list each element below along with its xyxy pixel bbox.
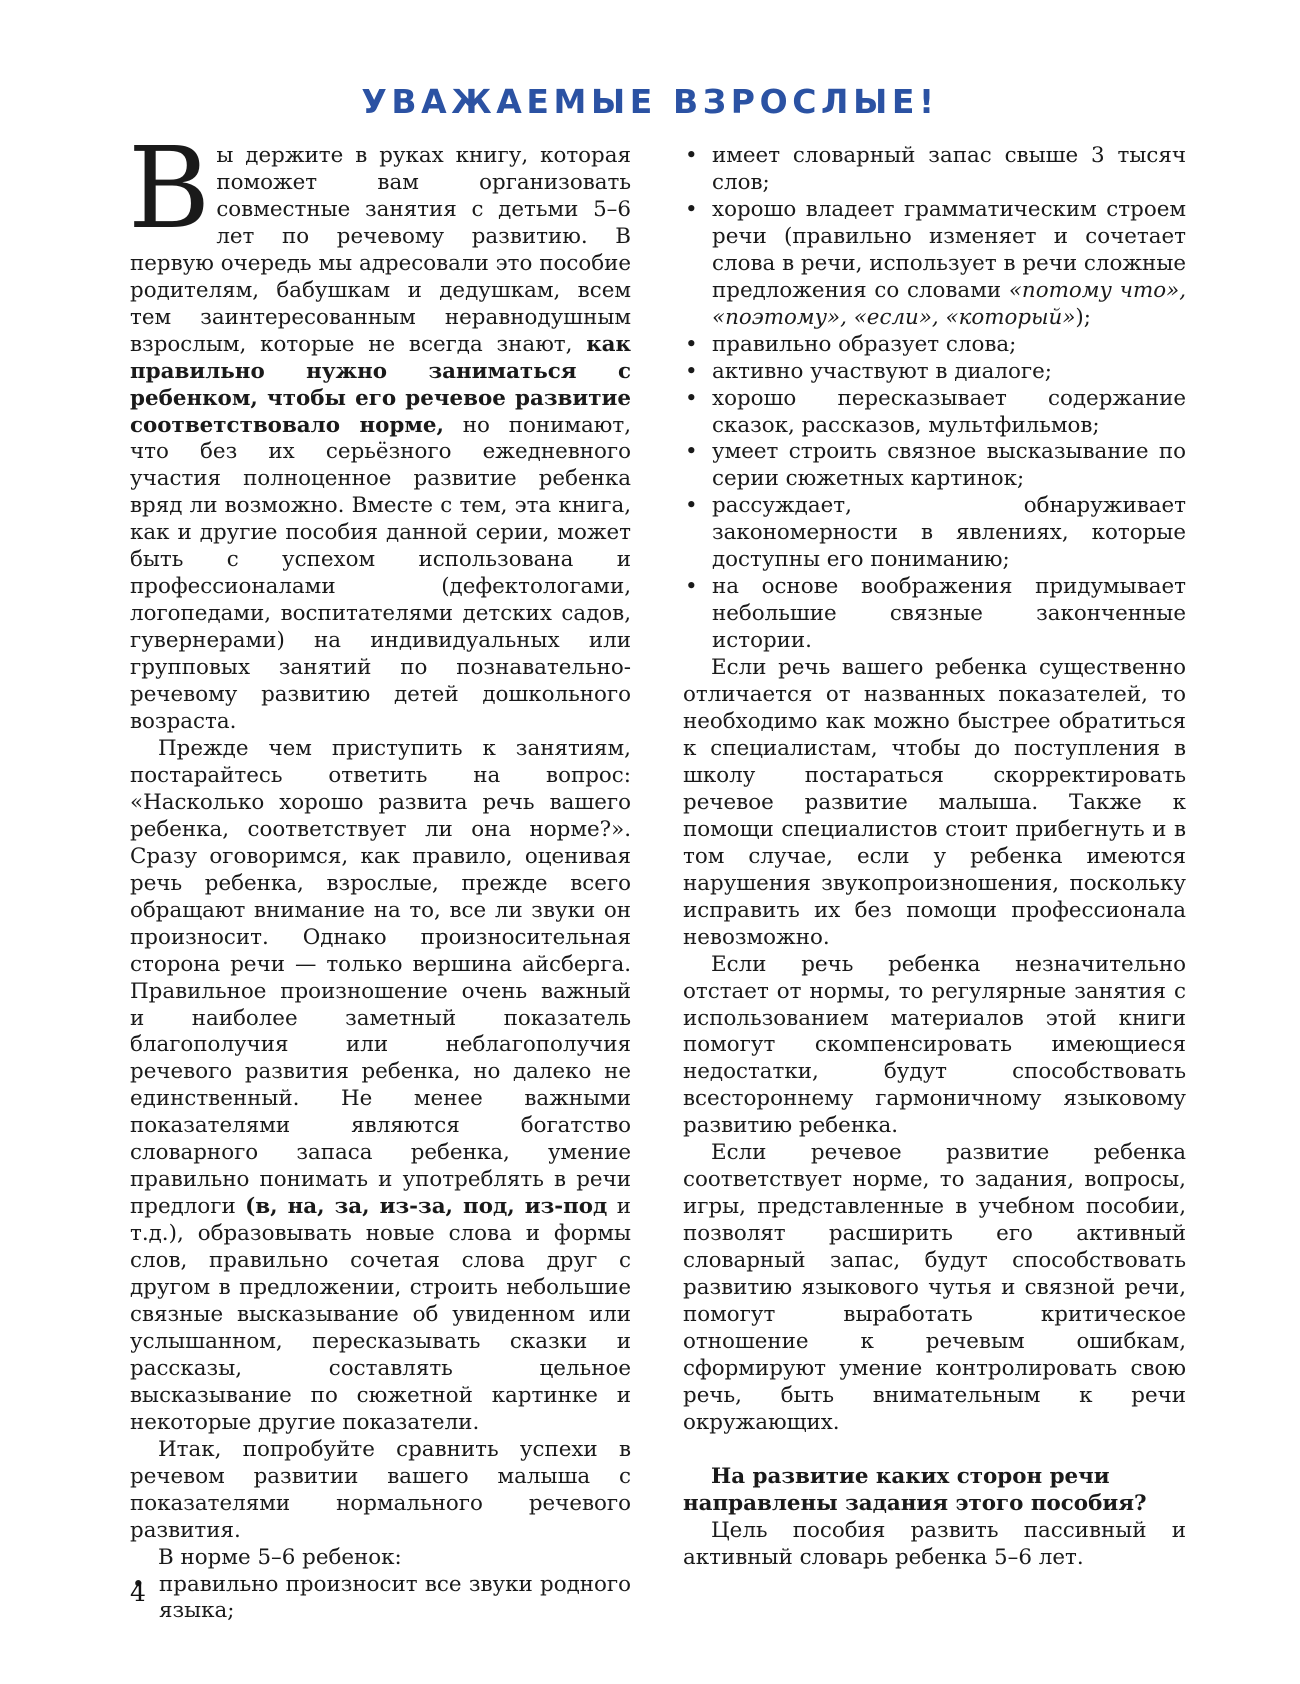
- goal-paragraph: Цель пособия развить пассивный и активный словарь ребенка 5–6 лет.: [683, 1517, 1186, 1570]
- specialist-paragraph: Если речь вашего ребенка существенно отличается от названных показателей, то необходимо как можно быстрее обратиться к специалистам, чтобы до поступления в школу постараться скорректировать речевое развитие малыша. Также к помощи специалистов стоит прибегнуть и в том случае, если у ребенка имеются нарушения звукопроизношения, поскольку исправить их без помощи профессионала невозможно.: [683, 655, 1186, 950]
- assessment-text-2: и т.д.), образовывать новые слова и формы слов, правильно сочетая слова друг с другом в предложении, строить небольшие связные высказывание об увиденном или услышанном, пересказывать сказки и рассказы, составлять цельное высказывание по сюжетной картинке и некоторые другие показатели.: [130, 1194, 631, 1435]
- list-item: • на основе воображения придумывает небольшие связные законченные истории.: [683, 574, 1186, 655]
- page-title: УВАЖАЕМЫЕ ВЗРОСЛЫЕ!: [361, 82, 939, 121]
- normal-development-paragraph: Если речевое развитие ребенка соответствует норме, то задания, вопросы, игры, представленные в учебном пособии, позволят расширить его активный словарный запас, будут способствовать развитию языкового чутья и связной речи, помогут выработать критическое отношение к речевым ошибкам, сформируют умение контролировать свою речь, быть внимательным к речи окружающих.: [683, 1140, 1186, 1435]
- page-number: 4: [130, 1578, 146, 1607]
- intro-text-2: но понимают, что без их серьёзного ежедневного участия полноценное развитие ребенка вряд ли возможно. Вместе с тем, эта книга, как и другие пособия данной серии, может быть с успехом использована и профессионалами (дефектологами, логопедами, воспитателями детских садов, гувернерами) на индивидуальных или групповых занятий по познавательно-речевому развитию детей дошкольного возраста.: [130, 412, 631, 735]
- left-column: [128, 124, 631, 1625]
- intro-paragraph: [128, 124, 631, 736]
- list-item: • активно участвуют в диалоге;: [683, 359, 1186, 386]
- list-item: • рассуждает, обнаруживает закономерности в явлениях, которые доступны его пониманию;: [683, 493, 1186, 574]
- list-item: • правильно произносит все звуки родного языка;: [130, 1572, 631, 1626]
- intro-bold-text: как правильно нужно заниматься с ребенком, чтобы его речевое развитие соответствовало норме,: [130, 331, 631, 438]
- section-subheading: На развитие каких сторон речи направлены задания этого пособия?: [683, 1463, 1147, 1516]
- list-item-italic: «потому что», «поэтому», «если», «который»: [712, 277, 1186, 330]
- intro-text-1: ы держите в руках книгу, которая поможет вам организовать совместные занятия с детьми 5–6 лет по речевому развитию. В первую очередь мы адресовали это пособие родителям, бабушкам и дедушкам, всем тем заинтересованным неравнодушным взрослым, которые не всегда знают,: [130, 143, 631, 357]
- section-gap: [683, 1437, 1186, 1464]
- minor-delay-paragraph: Если речь ребенка незначительно отстает от нормы, то регулярные занятия с использованием материалов этой книги помогут скомпенсировать имеющиеся недостатки, будут способствовать всестороннему гармоничному языковому развитию ребенка.: [683, 951, 1186, 1139]
- list-item: • умеет строить связное высказывание по серии сюжетных картинок;: [683, 439, 1186, 493]
- prepositions-bold: (в, на, за, из-за, под, из-под: [245, 1194, 608, 1220]
- assessment-paragraph: [130, 736, 631, 1437]
- list-item: [683, 197, 1186, 332]
- norm-list-start: [130, 1572, 631, 1626]
- norm-list-continued: [683, 143, 1186, 655]
- list-item-text-end: );: [1075, 304, 1091, 330]
- compare-paragraph: Итак, попробуйте сравнить успехи в речевом развитии вашего малыша с показателями нормального речевого развития.: [130, 1436, 631, 1543]
- list-item: • имеет словарный запас свыше 3 тысяч слов;: [683, 143, 1186, 197]
- list-item: • правильно образует слова;: [683, 332, 1186, 359]
- list-item: • хорошо пересказывает содержание сказок, рассказов, мультфильмов;: [683, 386, 1186, 440]
- norm-intro: В норме 5–6 ребенок:: [158, 1544, 402, 1570]
- right-column: [683, 143, 1186, 1572]
- drop-cap-letter: В: [128, 124, 211, 254]
- list-item-text: хорошо владеет грамматическим строем речи (правильно изменяет и сочетает слова в речи, использует в речи сложные предложения со словами: [712, 196, 1186, 303]
- assessment-text-1: Прежде чем приступить к занятиям, постарайтесь ответить на вопрос: «Насколько хорошо развита речь вашего ребенка, соответствует ли она норме?». Сразу оговоримся, как правило, оценивая речь ребенка, взрослые, прежде всего обращают внимание на то, все ли звуки он произносит. Однако произносительная сторона речи — только вершина айсберга. Правильное произношение очень важный и наиболее заметный показатель благополучия или неблагополучия речевого развития ребенка, но далеко не единственный. Не менее важными показателями являются богатство словарного запаса ребенка, умение правильно понимать и употреблять в речи предлоги: [130, 735, 631, 1220]
